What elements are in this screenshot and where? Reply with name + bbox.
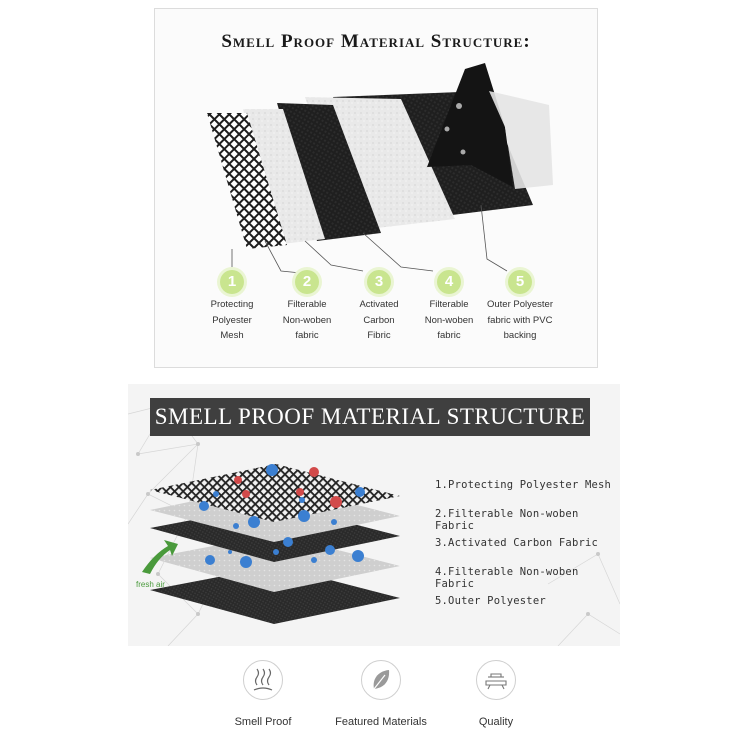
structure-item-3: 3.Activated Carbon Fabric <box>435 537 599 549</box>
structure-item-5: 5.Outer Polyester <box>435 595 546 607</box>
structure-item-4: 4.Filterable Non-woben Fabric <box>435 566 579 590</box>
layer-number-3: 3 <box>367 270 391 294</box>
layer-label-1: Protecting Polyester Mesh <box>210 299 254 341</box>
layer-number-2: 2 <box>295 270 319 294</box>
quality-icon <box>476 660 516 700</box>
layer-label-4: Filterable Non-woben fabric <box>424 299 474 341</box>
layer-label-5: Outer Polyester fabric with PVC backing <box>487 299 553 341</box>
feature-smell-proof <box>203 660 323 728</box>
leaf-icon <box>361 660 401 700</box>
layer-number-5: 5 <box>508 270 532 294</box>
feature-quality <box>436 660 556 728</box>
feature-label-featured-materials: Featured Materials <box>335 716 427 728</box>
fresh-air-label: fresh air <box>136 580 165 589</box>
feature-featured-materials <box>321 660 441 728</box>
layer-number-4: 4 <box>437 270 461 294</box>
material-structure-infographic <box>128 384 620 646</box>
smell-proof-icon <box>243 660 283 700</box>
structure-item-2: 2.Filterable Non-woben Fabric <box>435 508 579 532</box>
layer-number-1: 1 <box>220 270 244 294</box>
material-structure-panel <box>154 8 598 368</box>
panel2-title-banner: SMELL PROOF MATERIAL STRUCTURE <box>150 398 590 436</box>
feature-label-quality: Quality <box>478 716 514 728</box>
layer-label-2: Filterable Non-woben fabric <box>282 299 332 341</box>
feature-label-smell-proof: Smell Proof <box>234 716 292 728</box>
panel1-title: Smell Proof Material Structure: <box>221 31 531 52</box>
structure-item-1: 1.Protecting Polyester Mesh <box>435 479 612 491</box>
layer-label-3: Activated Carbon Fibric <box>359 299 399 341</box>
